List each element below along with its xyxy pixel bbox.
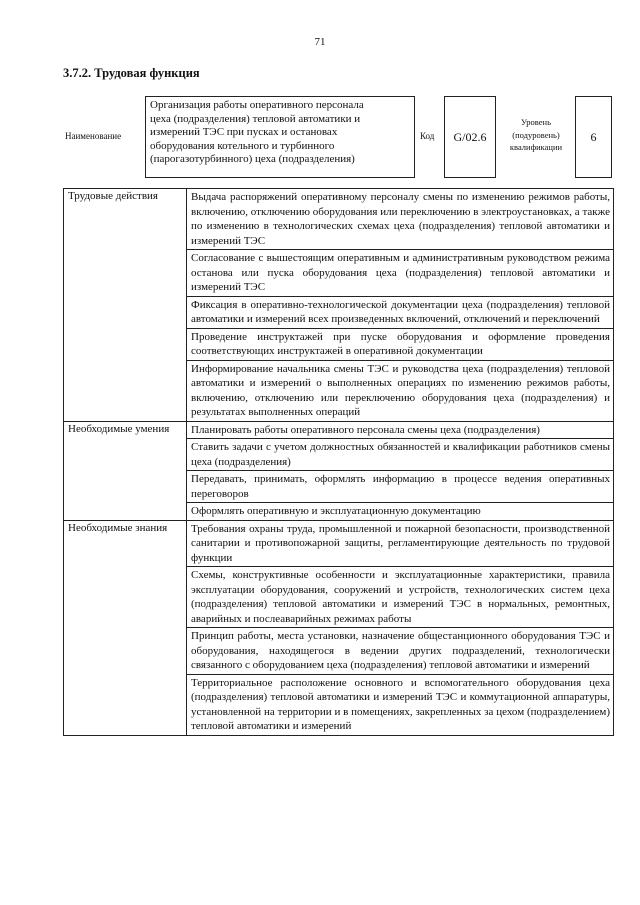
table-row <box>64 189 614 250</box>
labor-action-item: Согласование с вышестоящим оперативным и административным руководством режима останова или пуска оборудования цеха (подразделения) тепловой автоматики и измерений ТЭС <box>187 250 614 297</box>
table-row <box>64 421 614 439</box>
level-label-line: Уровень <box>521 117 551 127</box>
skill-item: Передавать, принимать, оформлять информацию в процессе ведения оперативных переговоров <box>187 471 614 503</box>
code-label: Код <box>420 131 435 141</box>
level-label-line: квалификации <box>509 142 563 152</box>
labor-action-item: Фиксация в оперативно-технологической документации цеха (подразделения) тепловой автоматики и измерений всех произведенных включений, отключений и переключений <box>187 296 614 328</box>
labor-action-item: Проведение инструктажей при пуске оборудования и оформление проведения соответствующих инструктажей в оперативной документации <box>187 328 614 360</box>
function-name-line: цеха (подразделения) тепловой автоматики и <box>150 112 361 125</box>
name-label: Наименование <box>65 131 122 141</box>
function-name-line: Организация работы оперативного персонала <box>150 99 364 111</box>
page-number: 71 <box>314 36 326 48</box>
skill-item: Оформлять оперативную и эксплуатационную документацию <box>187 503 614 521</box>
category-required-skills: Необходимые умения <box>64 421 187 520</box>
section-title: 3.7.2. Трудовая функция <box>63 66 200 80</box>
function-table <box>63 188 614 736</box>
knowledge-item: Схемы, конструктивные особенности и эксплуатационные характеристики, правила эксплуатации оборудования, сооружений и устройств, технологических систем цеха (подразделения) тепловой автоматики и измерений ТЭС в нормальных, ремонтных, аварийных и послеаварийных режимах работы <box>187 567 614 628</box>
knowledge-item: Требования охраны труда, промышленной и пожарной безопасности, производственной санитарии и противопожарной защиты, регламентирующие деятельность по трудовой функции <box>187 520 614 567</box>
code-value: G/02.6 <box>444 96 496 178</box>
category-required-knowledge: Необходимые знания <box>64 520 187 735</box>
level-value: 6 <box>575 96 612 178</box>
table-row <box>64 520 614 567</box>
knowledge-item: Территориальное расположение основного и вспомогательного оборудования цеха (подразделения) тепловой автоматики и измерений ТЭС и коммутационной аппаратуры, установленной на территории и в помещениях, закрепленных за цехом (подразделением) тепловой автоматики и измерений <box>187 674 614 735</box>
level-label <box>500 116 572 154</box>
category-labor-actions: Трудовые действия <box>64 189 187 422</box>
labor-action-item: Информирование начальника смены ТЭС и руководства цеха (подразделения) тепловой автоматики и измерений о выполненных операциях по изменению режимов работы, включению, отключению или переключению оборудования цеха (подразделения) и результатах выполненных операций <box>187 360 614 421</box>
level-label-line: (подуровень) <box>512 129 560 140</box>
function-name-line: оборудования котельного и турбинного <box>150 139 335 152</box>
skill-item: Ставить задачи с учетом должностных обязанностей и квалификации работников смены цеха (подразделения) <box>187 439 614 471</box>
function-name-line: (парогазотурбинного) цеха (подразделения) <box>150 153 355 166</box>
function-name-line: измерений ТЭС при пусках и остановах <box>150 126 338 139</box>
knowledge-item: Принцип работы, места установки, назначение общестанционного оборудования ТЭС и оборудования, находящегося в ведении других подразделений, технологически связанного с оборудованием цеха (подразделения) тепловой автоматики и измерений <box>187 628 614 675</box>
skill-item: Планировать работы оперативного персонала смены цеха (подразделения) <box>187 421 614 439</box>
function-name-box <box>145 96 415 178</box>
labor-action-item: Выдача распоряжений оперативному персоналу смены по изменению режимов работы, включению, отключению оборудования или переключению в электроустановках, а также по изменению в технологических схемах цеха (подразделения) тепловой автоматики и измерений ТЭС <box>187 189 614 250</box>
